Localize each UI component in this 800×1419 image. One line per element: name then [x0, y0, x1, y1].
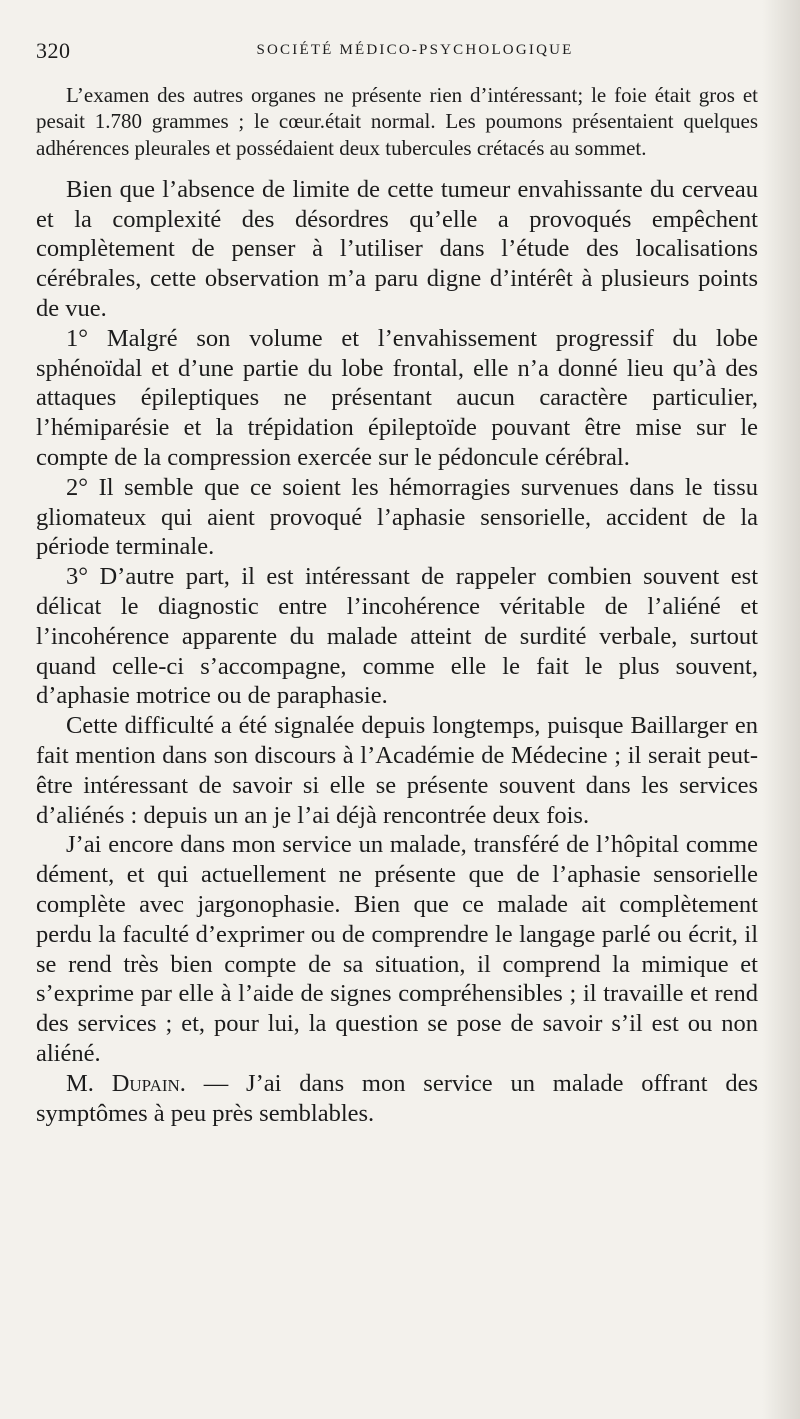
page-number: 320 — [36, 38, 71, 63]
paragraph-current-patient: J’ai encore dans mon service un malade, transféré de l’hôpital comme dément, et qui actuellement ne présente que de l’aphasie sensorielle complète avec jargonophasie. Bien que ce malade ait complètement perdu la faculté d’exprimer ou de comprendre le langage parlé ou écrit, il se rend très bien compte de sa situation, il comprend la mimique et s’exprime par elle à l’aide de signes compréhensibles ; il travaille et rend des services ; et, pour lui, la question se pose de savoir s’il est ou non aliéné. — [36, 831, 758, 1067]
paragraph-autopsy-findings: L’examen des autres organes ne présente rien d’intéressant; le foie était gros et pesait 1.780 grammes ; le cœur.était normal. Les poumons présentaient quelques adhérences pleurales et possédaient deux tubercules crétacés au sommet. — [36, 83, 758, 160]
paragraph-difficulty: Cette difficulté a été signalée depuis longtemps, puisque Baillarger en fait mention dans son discours à l’Académie de Médecine ; il serait peut-être intéressant de savoir si elle se présente souvent dans les services d’aliénés : depuis un an je l’ai déjà rencontrée deux fois. — [36, 712, 758, 829]
speaker-name: M. Dupain. — [66, 1069, 186, 1097]
body-text — [36, 82, 758, 1128]
paragraph-point-2: 2° Il semble que ce soient les hémorragies survenues dans le tissu gliomateux qui aient provoqué l’aphasie sensorielle, accident de la période terminale. — [36, 473, 758, 561]
paragraph-dupain-remark — [36, 1069, 758, 1129]
speaker-remark: — J’ai dans mon service un malade offrant des symptômes à peu près semblables. — [36, 1069, 758, 1127]
paragraph-point-1: 1° Malgré son volume et l’envahissement progressif du lobe sphénoïdal et d’une partie du lobe frontal, elle n’a donné lieu qu’à des attaques épileptiques ne présentant aucun caractère particulier, l’hémiparésie et la trépidation épileptoïde pouvant être mise sur le compte de la compression exercée sur le pédoncule cérébral. — [36, 324, 758, 472]
page-gutter-shadow — [762, 0, 800, 1419]
paragraph-observation-interest: Bien que l’absence de limite de cette tumeur envahissante du cerveau et la complexité des désordres qu’elle a provoqués empêchent complètement de penser à l’utiliser dans l’étude des localisations cérébrales, cette observation m’a paru digne d’intérêt à plusieurs points de vue. — [36, 175, 758, 323]
page-header — [36, 38, 764, 68]
paragraph-point-3: 3° D’autre part, il est intéressant de rappeler combien souvent est délicat le diagnostic entre l’incohérence véritable de l’aliéné et l’incohérence apparente du malade atteint de surdité verbale, surtout quand celle-ci s’accompagne, comme elle le fait le plus souvent, d’aphasie motrice ou de paraphasie. — [36, 563, 758, 710]
running-title: SOCIÉTÉ MÉDICO-PSYCHOLOGIQUE — [256, 42, 574, 58]
